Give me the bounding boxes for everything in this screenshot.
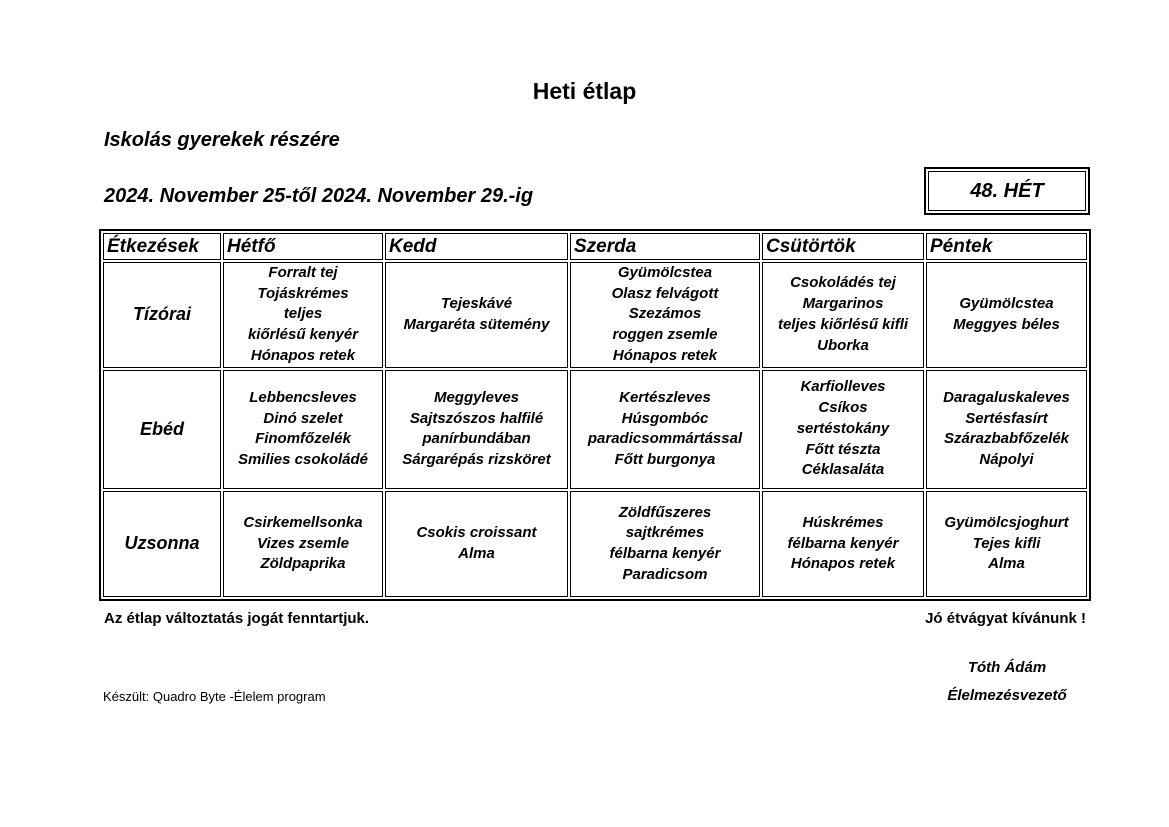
menu-item: Uborka: [817, 336, 869, 354]
menu-item: félbarna kenyér: [609, 544, 721, 562]
menu-item: Szezámos: [628, 305, 702, 323]
menu-item: Vizes zsemle: [257, 534, 349, 552]
menu-item: Meggyes béles: [953, 315, 1060, 333]
menu-item: Csíkos: [818, 399, 868, 417]
menu-item: Margarinos: [802, 295, 884, 313]
menu-item: Tojáskrémes: [257, 284, 349, 302]
menu-item: Főtt tészta: [805, 440, 881, 458]
page-title: Heti étlap: [532, 78, 637, 104]
menu-item: Nápolyi: [979, 450, 1034, 468]
week-number: 48. HÉT: [928, 171, 1086, 211]
menu-item: Csokoládés tej: [790, 274, 896, 292]
greeting-note: Jó étvágyat kívánunk !: [925, 610, 1086, 627]
menu-item: Főtt burgonya: [614, 450, 716, 468]
menu-item: Alma: [988, 555, 1025, 573]
menu-cell-tuesday: [385, 262, 568, 368]
menu-item: kiőrlésű kenyér: [247, 326, 359, 344]
meal-name: Tízórai: [103, 262, 221, 368]
menu-item: Finomfőzelék: [255, 430, 351, 448]
made-with-note: Készült: Quadro Byte -Élelem program: [103, 689, 326, 704]
menu-cell-wednesday: [570, 262, 760, 368]
menu-cell-monday: [223, 370, 383, 489]
menu-item: Margaréta sütemény: [403, 315, 550, 333]
menu-item: Zöldfűszeres: [618, 503, 712, 521]
menu-cell-thursday: [762, 370, 924, 489]
signer-name: Tóth Ádám: [967, 659, 1047, 676]
menu-item: Hónapos retek: [612, 346, 718, 364]
menu-item: Kertészleves: [619, 388, 711, 406]
header-wednesday: Szerda: [570, 233, 760, 260]
header-thursday: Csütörtök: [762, 233, 924, 260]
menu-item: teljes kiőrlésű kifli: [777, 315, 909, 333]
menu-row: [103, 370, 1087, 489]
menu-item: Sertésfasírt: [965, 409, 1048, 427]
menu-item: sertéstokány: [796, 419, 890, 437]
menu-item: Gyümölcstea: [959, 295, 1054, 313]
menu-cell-monday: [223, 491, 383, 597]
menu-item: Olasz felvágott: [611, 284, 719, 302]
header-friday: Péntek: [926, 233, 1087, 260]
menu-cell-thursday: [762, 262, 924, 368]
menu-item: roggen zsemle: [612, 326, 718, 344]
menu-cell-monday: [223, 262, 383, 368]
menu-table: [99, 229, 1091, 601]
menu-item: Dinó szelet: [263, 409, 343, 427]
week-badge: [924, 167, 1090, 215]
menu-item: paradicsommártással: [587, 430, 743, 448]
menu-cell-tuesday: [385, 370, 568, 489]
menu-item: Húskrémes: [802, 513, 884, 531]
menu-cell-friday: [926, 370, 1087, 489]
menu-item: sajtkrémes: [625, 524, 705, 542]
menu-item: teljes: [283, 305, 323, 323]
menu-row: [103, 491, 1087, 597]
menu-cell-thursday: [762, 491, 924, 597]
meal-name: Uzsonna: [103, 491, 221, 597]
menu-cell-friday: [926, 262, 1087, 368]
menu-cell-tuesday: [385, 491, 568, 597]
menu-item: Csokis croissant: [416, 524, 537, 542]
menu-item: Tejeskávé: [440, 295, 513, 313]
menu-item: Meggyleves: [433, 388, 520, 406]
menu-item: Alma: [458, 544, 495, 562]
disclaimer-note: Az étlap változtatás jogát fenntartjuk.: [104, 610, 370, 627]
menu-item: Karfiolleves: [800, 378, 886, 396]
header-monday: Hétfő: [223, 233, 383, 260]
meal-name: Ebéd: [103, 370, 221, 489]
menu-item: Csirkemellsonka: [243, 513, 363, 531]
page-subtitle: Iskolás gyerekek részére: [104, 129, 340, 151]
menu-item: Gyümölcsjoghurt: [944, 513, 1069, 531]
menu-item: Hónapos retek: [250, 346, 356, 364]
date-range: 2024. November 25-től 2024. November 29.-ig: [104, 185, 534, 207]
menu-cell-wednesday: [570, 370, 760, 489]
menu-item: Tejes kifli: [972, 534, 1041, 552]
menu-item: Forralt tej: [268, 264, 338, 282]
menu-item: Sajtszószos halfilé: [409, 409, 544, 427]
menu-item: panírbundában: [422, 430, 531, 448]
menu-cell-wednesday: [570, 491, 760, 597]
menu-item: Daragaluskaleves: [943, 388, 1070, 406]
menu-item: Lebbencsleves: [249, 388, 357, 406]
header-meals: Étkezések: [103, 233, 221, 260]
signer-title: Élelmezésvezető: [947, 687, 1067, 704]
header-row: [103, 233, 1087, 260]
menu-item: Gyümölcstea: [617, 264, 713, 282]
menu-item: Zöldpaprika: [260, 555, 346, 573]
menu-cell-friday: [926, 491, 1087, 597]
menu-item: Hónapos retek: [790, 555, 896, 573]
menu-item: Céklasaláta: [801, 461, 885, 479]
header-tuesday: Kedd: [385, 233, 568, 260]
menu-row: [103, 262, 1087, 368]
menu-item: Paradicsom: [622, 565, 708, 583]
menu-item: félbarna kenyér: [787, 534, 899, 552]
menu-item: Smilies csokoládé: [237, 450, 369, 468]
menu-item: Húsgombóc: [621, 409, 709, 427]
menu-item: Szárazbabfőzelék: [943, 430, 1070, 448]
menu-item: Sárgarépás rizsköret: [402, 450, 551, 468]
